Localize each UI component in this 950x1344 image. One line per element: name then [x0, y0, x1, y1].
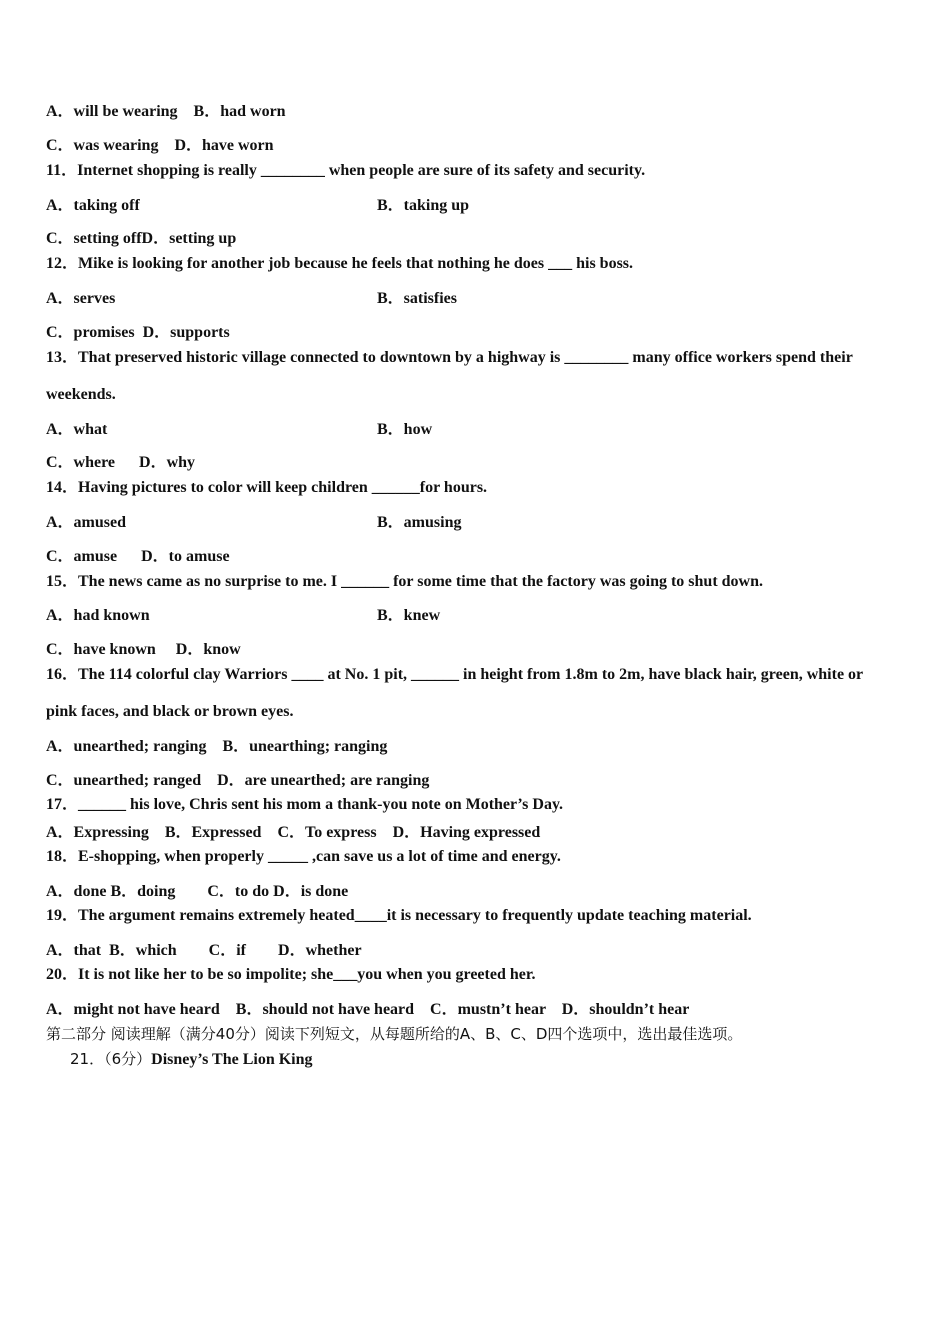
- q15-option-b: B．knew: [377, 607, 441, 624]
- q21-title: Disney’s The Lion King: [151, 1051, 313, 1068]
- q13-options-cd: C．where D．why: [46, 454, 196, 471]
- q16-options-ab: A．unearthed; ranging B．unearthing; ranging: [46, 738, 388, 755]
- q13-option-a: A．what: [46, 421, 108, 438]
- q15-stem: 15．The news came as no surprise to me. I ______ for some time that the factory was going to shut down.: [46, 573, 763, 590]
- q21-number: 21．（6分）: [70, 1050, 152, 1068]
- q14-option-a: A．amused: [46, 514, 127, 531]
- q11-options-cd: C．setting offD．setting up: [46, 230, 237, 247]
- q11-stem: 11．Internet shopping is really ________ when people are sure of its safety and security.: [46, 162, 646, 179]
- q16-options-cd: C．unearthed; ranged D．are unearthed; are ranging: [46, 772, 430, 789]
- q12-option-a: A．serves: [46, 290, 116, 307]
- q13-stem-line1: 13．That preserved historic village connected to downtown by a highway is ________ many office workers spend their: [46, 349, 853, 366]
- q20-stem: 20．It is not like her to be so impolite; she___you when you greeted her.: [46, 966, 536, 983]
- q14-option-b: B．amusing: [377, 514, 462, 531]
- q16-stem-line1: 16．The 114 colorful clay Warriors ____ at No. 1 pit, ______ in height from 1.8m to 2m, have black hair, green, white or: [46, 666, 864, 683]
- q19-options: A．that B．which C．if D．whether: [46, 942, 362, 959]
- q15-option-a: A．had known: [46, 607, 150, 624]
- q12-stem: 12．Mike is looking for another job because he feels that nothing he does ___ his boss.: [46, 255, 634, 272]
- q14-stem: 14．Having pictures to color will keep children ______for hours.: [46, 479, 488, 496]
- q13-option-b: B．how: [377, 421, 433, 438]
- q20-options: A．might not have heard B．should not have heard C．mustn’t hear D．shouldn’t hear: [46, 1001, 690, 1018]
- q10-options-cd: C．was wearing D．have worn: [46, 137, 274, 154]
- q13-stem-line2: weekends.: [46, 386, 116, 403]
- q10-options-ab: A．will be wearing B．had worn: [46, 103, 286, 120]
- part2-heading: 第二部分 阅读理解（满分40分）阅读下列短文，从每题所给的A、B、C、D四个选项中，选出最佳选项。: [46, 1025, 743, 1043]
- q15-options-cd: C．have known D．know: [46, 641, 241, 658]
- q14-options-cd: C．amuse D．to amuse: [46, 548, 230, 565]
- q18-stem: 18．E-shopping, when properly _____ ,can save us a lot of time and energy.: [46, 848, 561, 865]
- q11-option-b: B．taking up: [377, 197, 470, 214]
- q21-heading: [70, 1050, 313, 1069]
- q11-option-a: A．taking off: [46, 197, 140, 214]
- q17-stem: 17．______ his love, Chris sent his mom a thank-you note on Mother’s Day.: [46, 796, 564, 813]
- q12-option-b: B．satisfies: [377, 290, 458, 307]
- q16-stem-line2: pink faces, and black or brown eyes.: [46, 703, 294, 720]
- q18-options: A．done B．doing C．to do D．is done: [46, 883, 349, 900]
- q17-options: A．Expressing B．Expressed C．To express D．Having expressed: [46, 824, 541, 841]
- q19-stem: 19．The argument remains extremely heated____it is necessary to frequently update teaching material.: [46, 907, 752, 924]
- q12-options-cd: C．promises D．supports: [46, 324, 230, 341]
